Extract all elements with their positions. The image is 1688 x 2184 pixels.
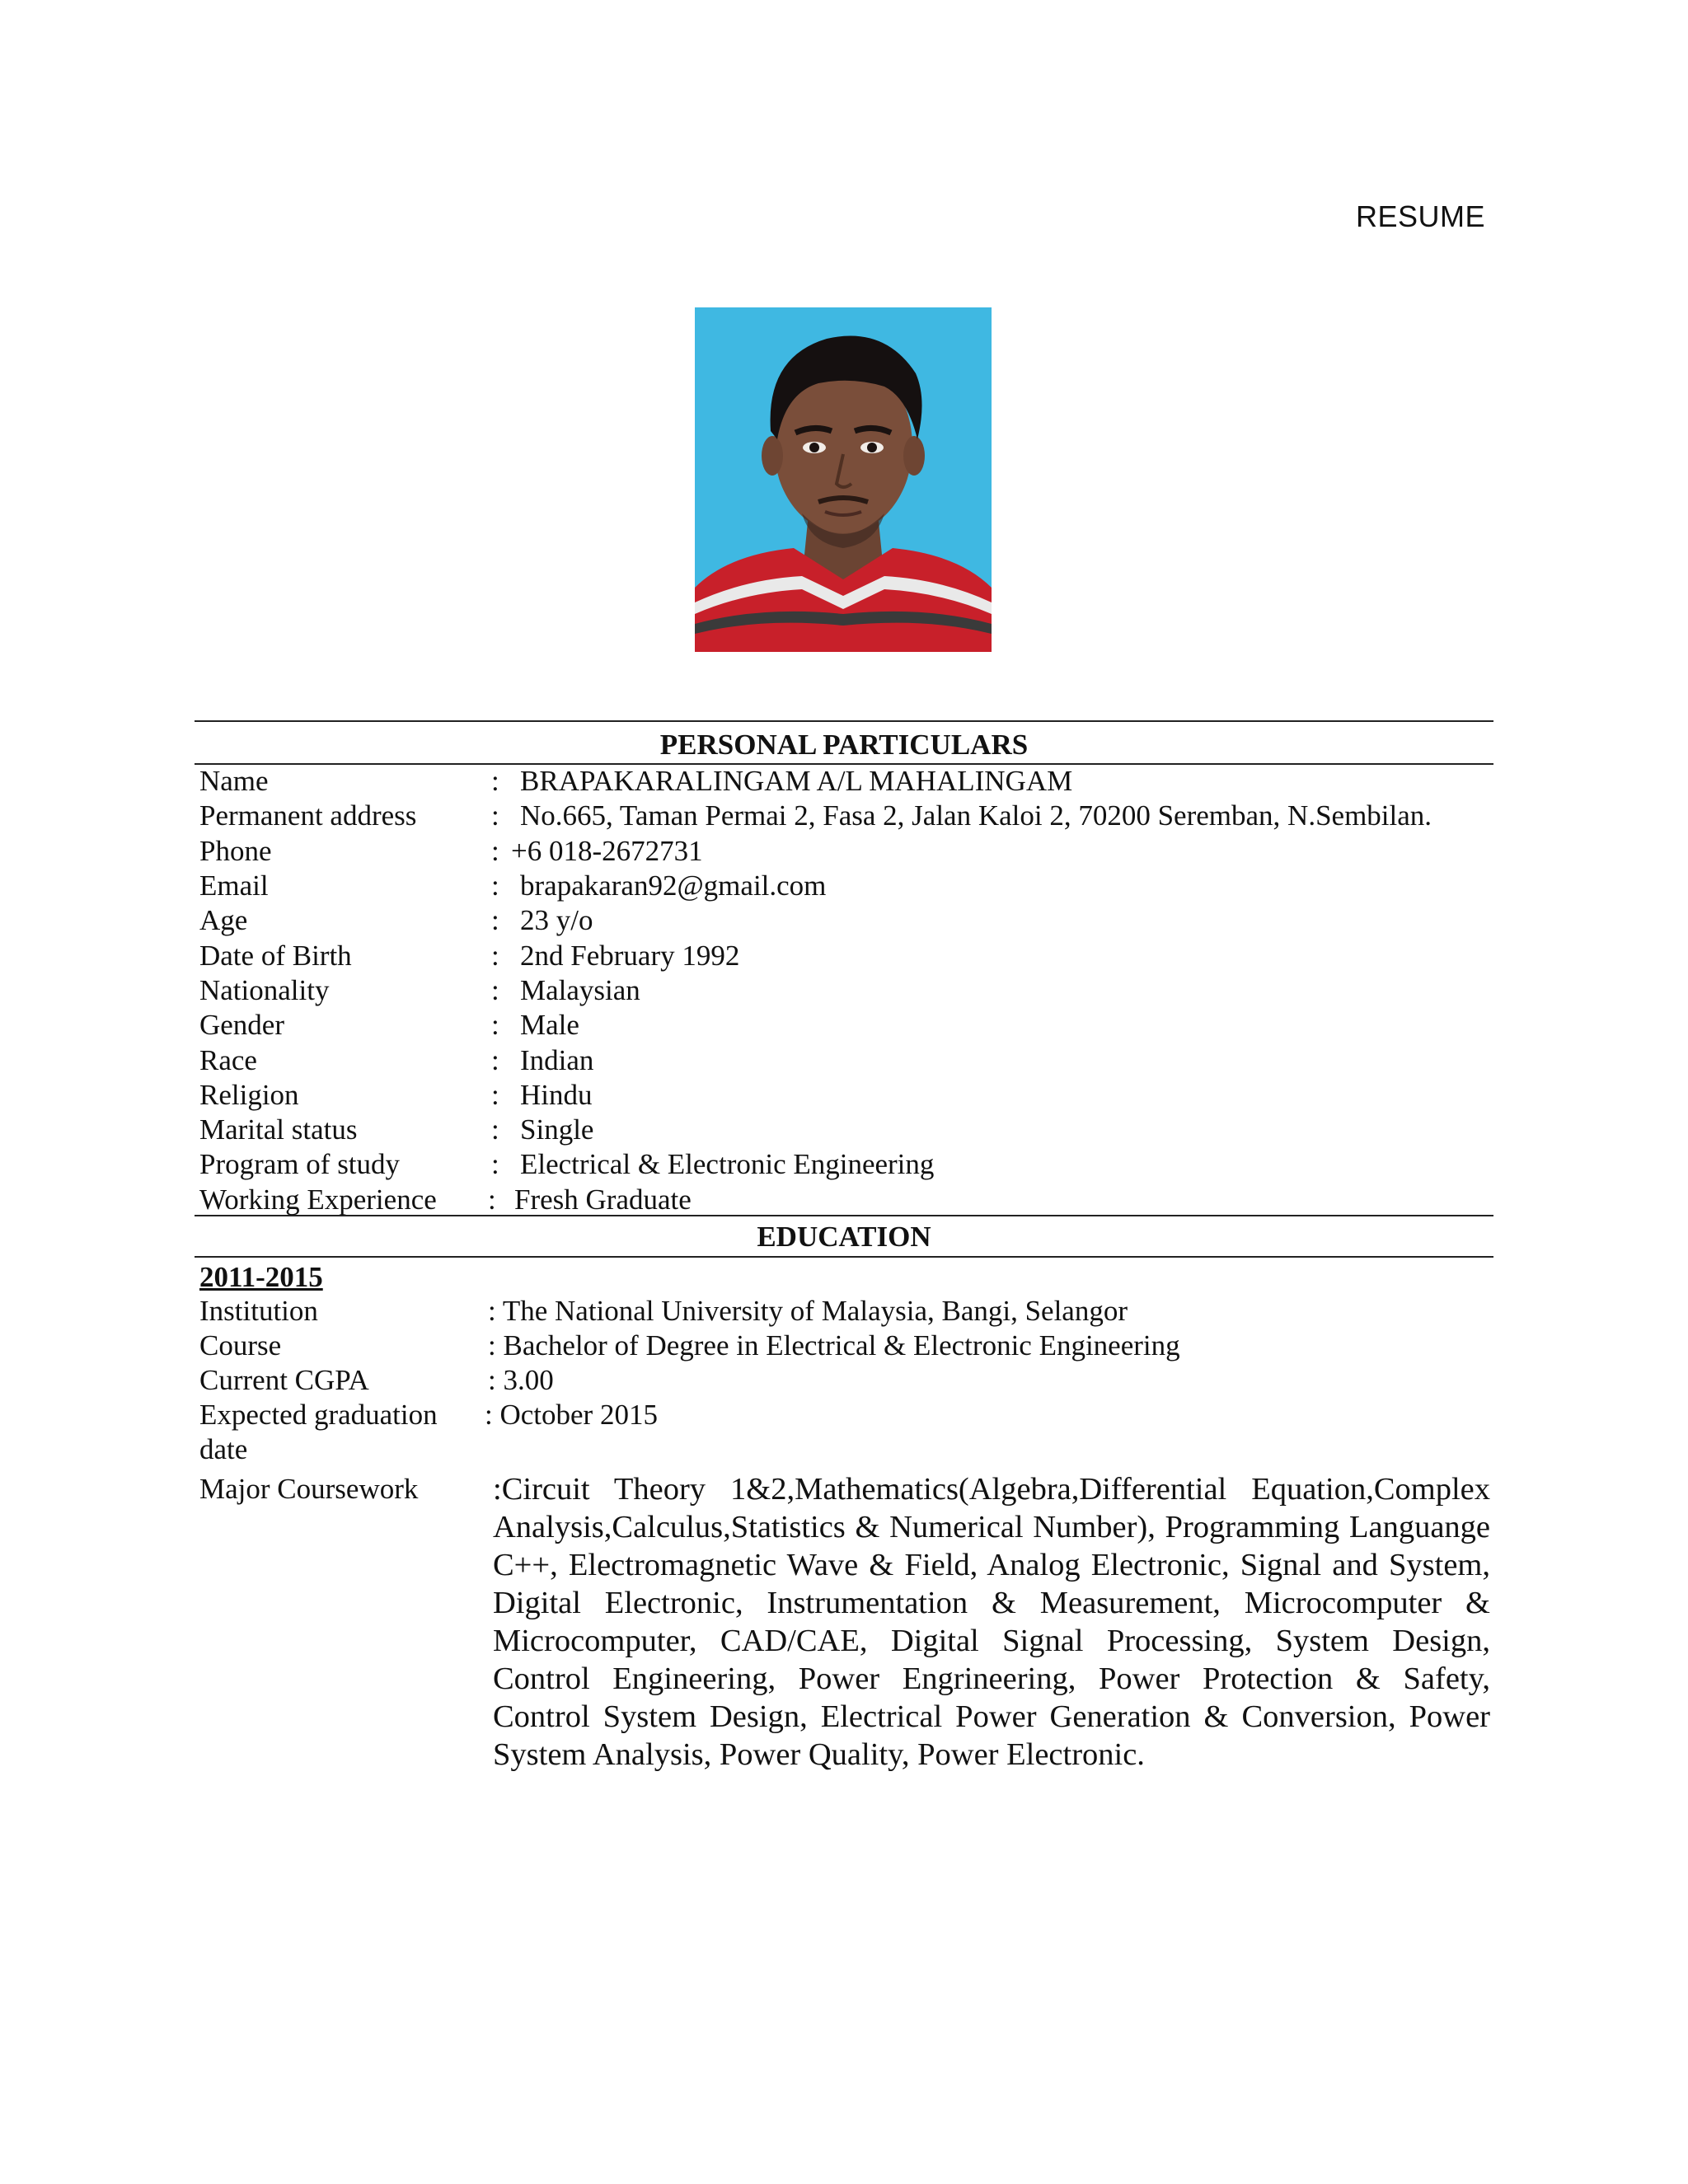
row-separator: : [491, 973, 499, 1006]
coursework-text: :Circuit Theory 1&2,Mathematics(Algebra,Differential Equation,Complex Analysis,Calculus,Statistics & Numerical Number), Programming Languange C++, Electromagnetic Wave & Field, Analog Electronic, Signal and System, Digital Electronic, Instrumentation & Measurement, Microcomputer & Microcomputer, CAD/CAE, Digital Signal Processing, System Design, Control Engineering, Power Engrineering, Power Protection & Safety, Control System Design, Electrical Power Generation & Conversion, Power System Analysis, Power Quality, Power Electronic. [493, 1472, 1490, 1772]
section-rule-top [195, 720, 1493, 722]
row-value: brapakaran92@gmail.com [520, 869, 827, 902]
personal-row-race [199, 1043, 1493, 1077]
row-label: Permanent address [199, 799, 417, 832]
row-label: Religion [199, 1078, 299, 1111]
personal-heading: PERSONAL PARTICULARS [659, 729, 1029, 761]
row-value: 23 y/o [520, 904, 593, 937]
personal-row-dob [199, 938, 1493, 972]
education-row-cgpa [199, 1363, 1493, 1398]
row-separator: : [491, 765, 499, 798]
row-label: Age [199, 904, 248, 937]
section-rule-top [195, 1215, 1493, 1216]
education-row-institution [199, 1294, 1493, 1329]
education-heading: EDUCATION [757, 1221, 931, 1253]
personal-row-religion [199, 1078, 1493, 1113]
row-value: : The National University of Malaysia, Bangi, Selangor [488, 1295, 1128, 1327]
row-label: Nationality [199, 973, 330, 1006]
row-label: Course [199, 1329, 282, 1361]
row-separator: : [488, 1183, 496, 1216]
personal-row-name [199, 764, 1493, 799]
row-value: Indian [520, 1043, 594, 1076]
row-label: Working Experience [199, 1183, 437, 1216]
personal-particulars [199, 764, 1493, 1217]
row-value: +6 018-2672731 [511, 834, 703, 867]
row-separator: : [491, 834, 499, 867]
personal-row-marital-status [199, 1113, 1493, 1147]
personal-row-address [199, 799, 1493, 833]
education-row-course [199, 1329, 1493, 1363]
education-row-graduation [199, 1398, 1493, 1467]
row-label: Phone [199, 834, 272, 867]
row-label: Expected graduation date [199, 1399, 438, 1465]
education-entry [199, 1261, 1493, 1774]
row-value: 2nd February 1992 [520, 939, 740, 972]
row-value: Fresh Graduate [514, 1183, 692, 1216]
row-value: Malaysian [520, 973, 640, 1006]
row-label: Program of study [199, 1148, 401, 1181]
personal-row-experience [199, 1183, 1493, 1217]
row-value: Male [520, 1009, 579, 1042]
row-value: BRAPAKARALINGAM A/L MAHALINGAM [520, 765, 1073, 798]
row-label: Date of Birth [199, 939, 352, 972]
row-separator: : [491, 904, 499, 937]
personal-row-email [199, 869, 1493, 903]
row-label: Email [199, 869, 269, 902]
education-row-coursework [199, 1470, 1493, 1774]
row-separator: : [491, 799, 499, 832]
row-label: Marital status [199, 1113, 358, 1146]
personal-row-phone [199, 834, 1493, 869]
row-value: : October 2015 [485, 1399, 658, 1431]
row-value: Single [520, 1113, 594, 1146]
section-rule-bottom [195, 1256, 1493, 1258]
row-separator: : [491, 1078, 499, 1111]
row-value: Electrical & Electronic Engineering [520, 1148, 935, 1181]
profile-photo [695, 307, 992, 652]
row-separator: : [491, 1009, 499, 1042]
personal-row-nationality [199, 973, 1493, 1008]
row-separator: : [491, 939, 499, 972]
row-label: Current CGPA [199, 1364, 369, 1396]
row-separator: : [491, 869, 499, 902]
row-label: Gender [199, 1009, 285, 1042]
row-label: Major Coursework [199, 1473, 419, 1505]
row-separator: : [491, 1113, 499, 1146]
document-title: RESUME [1355, 199, 1485, 233]
row-label: Race [199, 1043, 257, 1076]
row-label: Name [199, 765, 269, 798]
row-value: Hindu [520, 1078, 593, 1111]
row-value: : Bachelor of Degree in Electrical & Electronic Engineering [488, 1329, 1180, 1361]
personal-row-gender [199, 1008, 1493, 1043]
personal-row-age [199, 903, 1493, 938]
row-separator: : [491, 1043, 499, 1076]
row-value: : 3.00 [488, 1364, 554, 1396]
row-value: No.665, Taman Permai 2, Fasa 2, Jalan Kaloi 2, 70200 Seremban, N.Sembilan. [520, 799, 1432, 832]
row-label: Institution [199, 1295, 318, 1327]
row-separator: : [491, 1148, 499, 1181]
personal-row-program [199, 1147, 1493, 1182]
education-period: 2011-2015 [199, 1261, 323, 1293]
